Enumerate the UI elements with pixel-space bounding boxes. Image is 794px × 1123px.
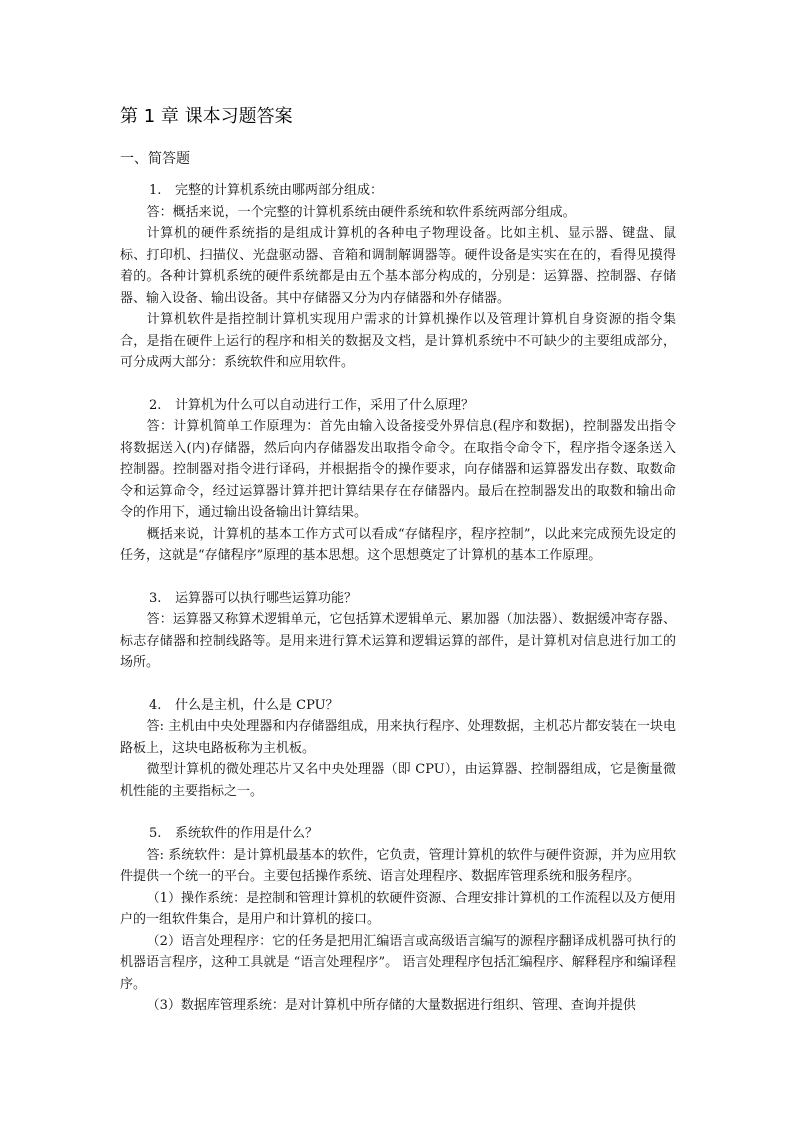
chapter-title: 第 1 章 课本习题答案 xyxy=(120,106,293,127)
answer-paragraph: 答: 系统软件：是计算机最基本的软件，它负责，管理计算机的软件与硬件资源，并为应用软件提供一个统一的平台。主要包括操作系统、语言处理程序、数据库管理系统和服务程序。 xyxy=(120,847,676,884)
answer-paragraph: 计算机软件是指控制计算机实现用户需求的计算机操作以及管理计算机自身资源的指令集合，是指在硬件上运行的程序和相关的数据及文档，是计算机系统中不可缺少的主要组成部分，可分成两大部分：系统软件和应用软件。 xyxy=(120,312,676,370)
question-number: 5. xyxy=(149,826,162,841)
question-number: 2. xyxy=(149,397,162,413)
sub-item-operating-system: （1）操作系统：是控制和管理计算机的软硬件资源、合理安排计算机的工作流程以及方便用户的一组软件集合，是用户和计算机的接口。 xyxy=(120,890,676,927)
answer-paragraph: 概括来说，计算机的基本工作方式可以看成“存储程序，程序控制”，以此来完成预先设定的任务，这就是“存储程序”原理的基本思想。这个思想奠定了计算机的基本工作原理。 xyxy=(120,526,676,563)
question-number: 3. xyxy=(149,590,162,606)
question-4 xyxy=(120,695,676,717)
sub-item-dbms: （3）数据库管理系统：是对计算机中所存储的大量数据进行组织、管理、查询并提供 xyxy=(146,998,636,1013)
question-text: 完整的计算机系统由哪两部分组成： xyxy=(175,183,384,198)
answer-paragraph: 计算机的硬件系统指的是组成计算机的各种电子物理设备。比如主机、显示器、键盘、鼠标、打印机、扫描仪、光盘驱动器、音箱和调制解调器等。硬件设备是实实在在的，看得见摸得着的。各种计算机系统的硬件系统都是由五个基本部分构成的，分别是：运算器、控制器、存储器、输入设备、输出设备。其中存储器又分为内存储器和外存储器。 xyxy=(120,226,676,306)
document-body xyxy=(120,180,676,1017)
question-text: 计算机为什么可以自动进行工作，采用了什么原理？ xyxy=(175,397,475,413)
question-number: 4. xyxy=(149,697,162,713)
answer-paragraph: 微型计算机的微处理芯片又名中央处理器（即 CPU），由运算器、控制器组成，它是衡量微机性能的主要指标之一。 xyxy=(120,762,676,799)
question-3 xyxy=(120,588,676,610)
answer-paragraph: 答: 主机由中央处理器和内存储器组成，用来执行程序、处理数据，主机芯片都安装在一块电路板上，这块电路板称为主机板。 xyxy=(120,719,676,756)
question-text: 什么是主机，什么是 CPU？ xyxy=(175,697,339,713)
question-text: 系统软件的作用是什么？ xyxy=(175,826,319,841)
answer-paragraph: 答：计算机简单工作原理为：首先由输入设备接受外界信息(程序和数据)，控制器发出指令将数据送入(内)存储器，然后向内存储器发出取指令命令。在取指令命令下，程序指令逐条送入控制器。控制器对指令进行译码，并根据指令的操作要求，向存储器和运算器发出存数、取数命令和运算命令，经过运算器计算并把计算结果存在存储器内。最后在控制器发出的取数和输出命令的作用下，通过输出设备输出计算结果。 xyxy=(120,419,676,520)
answer-paragraph: 答：概括来说，一个完整的计算机系统由硬件系统和软件系统两部分组成。 xyxy=(146,204,576,220)
section-heading: 一、简答题 xyxy=(120,151,190,167)
question-2 xyxy=(120,395,676,417)
answer-paragraph: 答：运算器又称算术逻辑单元，它包括算术逻辑单元、累加器（加法器）、数据缓冲寄存器、标志存储器和控制线路等。是用来进行算术运算和逻辑运算的部件，是计算机对信息进行加工的场所。 xyxy=(120,612,676,670)
question-1 xyxy=(120,180,676,202)
sub-item-language-processor: （2）语言处理程序：它的任务是把用汇编语言或高级语言编写的源程序翻译成机器可执行的机器语言程序，这种工具就是 “语言处理程序”。 语言处理程序包括汇编程序、解释程序和编译程序。 xyxy=(120,933,676,992)
question-number: 1. xyxy=(149,183,162,198)
question-text: 运算器可以执行哪些运算功能？ xyxy=(175,590,358,606)
question-5 xyxy=(120,823,676,845)
